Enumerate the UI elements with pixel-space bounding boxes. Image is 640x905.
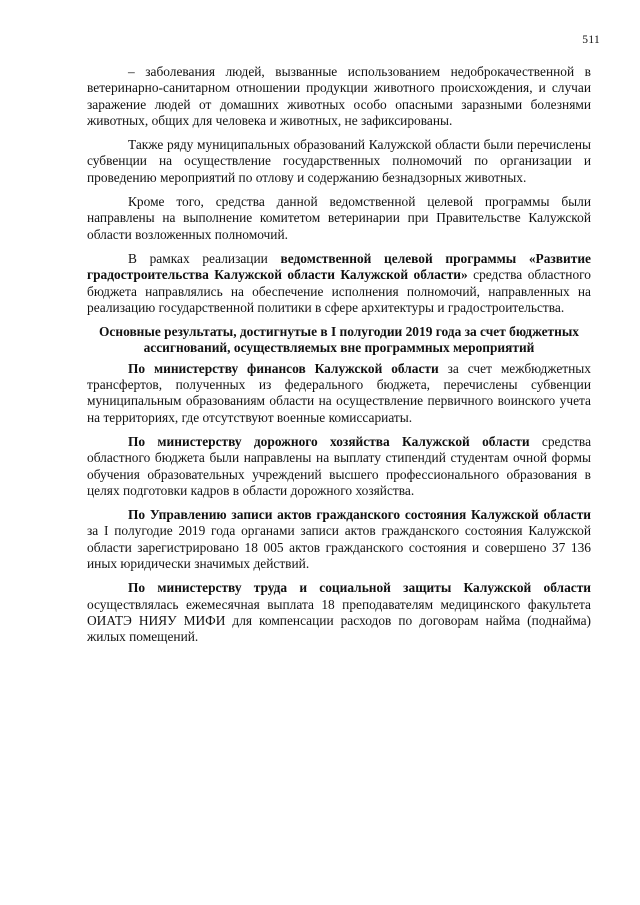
paragraph bbox=[87, 64, 591, 129]
paragraph bbox=[87, 507, 591, 572]
text-segment: за I полугодие 2019 года органами записи актов гражданского состояния Калужской области зарегистрировано 18 005 актов гражданского состояния и совершено 37 136 иных юридически значимых действий. bbox=[87, 523, 591, 572]
page-number: 511 bbox=[582, 34, 600, 46]
paragraphs-before-heading bbox=[87, 64, 591, 316]
paragraph bbox=[87, 580, 591, 645]
paragraph bbox=[87, 194, 591, 243]
paragraphs-after-heading bbox=[87, 361, 591, 646]
bold-text-segment: По министерству финансов Калужской области bbox=[128, 360, 439, 376]
paragraph bbox=[87, 361, 591, 426]
text-segment: В рамках реализации bbox=[128, 250, 281, 266]
paragraph bbox=[87, 251, 591, 316]
document-body bbox=[87, 64, 591, 654]
bold-text-segment: По министерству труда и социальной защиты Калужской области bbox=[128, 580, 591, 596]
paragraph bbox=[87, 137, 591, 186]
bold-text-segment: По министерству дорожного хозяйства Калужской области bbox=[128, 433, 530, 449]
text-segment: Кроме того, средства данной ведомственной целевой программы были направлены на выполнение комитетом ветеринарии при Правительстве Калужской области возложенных полномочий. bbox=[87, 194, 591, 242]
text-segment: средства областного бюджета были направлены на выплату стипендий студентам очной формы обучения образовательных учреждений высшего профессионального образования в целях подготовки кадров в области дорожного хозяйства. bbox=[87, 433, 592, 498]
text-segment: средства областного бюджета направлялись на обеспечение исполнения полномочий, направленных на реализацию государственной политики в сфере архитектуры и градостроительства. bbox=[87, 267, 591, 315]
text-segment: за счет межбюджетных трансфертов, полученных из федерального бюджета, перечислены субвенции муниципальным образованиям области на осуществление первичного воинского учета на территориях, где отсутствуют военные комиссариаты. bbox=[87, 360, 591, 425]
text-segment: – заболевания людей, вызванные использованием недоброкачественной в ветеринарно-санитарном отношении продукции животного происхождения, и случаи заражение людей от домашних животных особо опасными заразными болезнями животных, общих для человека и животных, не зафиксированы. bbox=[87, 64, 591, 128]
bold-text-segment: По Управлению записи актов гражданского состояния Калужской области bbox=[128, 507, 591, 523]
section-heading: Основные результаты, достигнутые в I полугодии 2019 года за счет бюджетных ассигнований, осуществляемых вне программных мероприятий bbox=[99, 324, 579, 356]
bold-text-segment: ведомственной целевой программы «Развитие градостроительства Калужской области Калужской области» bbox=[87, 250, 591, 283]
text-segment: осуществлялась ежемесячная выплата 18 преподавателям медицинского факультета ОИАТЭ НИЯУ МИФИ для компенсации расходов по договорам найма (поднайма) жилых помещений. bbox=[87, 596, 591, 645]
paragraph bbox=[87, 434, 591, 499]
text-segment: Также ряду муниципальных образований Калужской области были перечислены субвенции на осуществление государственных полномочий по организации и проведению мероприятий по отлову и содержанию безнадзорных животных. bbox=[87, 137, 591, 185]
